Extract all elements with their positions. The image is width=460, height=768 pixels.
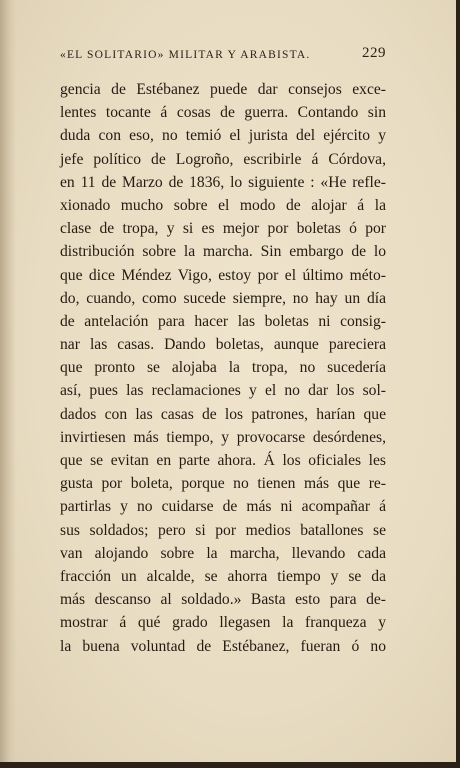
page-right-edge (456, 0, 460, 768)
text-line: que se evitan en parte ahora. Á los oficiales les (60, 452, 386, 469)
text-line: jefe político de Logroño, escribirle á Córdova, (60, 150, 386, 168)
text-line: gencia de Estébanez puede dar consejos exce- (60, 81, 386, 98)
text-line: así, pues las reclamaciones y el no dar los sol- (60, 382, 386, 400)
running-head: «EL SOLITARIO» MILITAR Y ARABISTA. (60, 49, 311, 61)
text-line: fracción un alcalde, se ahorra tiempo y se da (60, 567, 386, 585)
text-line: do, cuando, como sucede siempre, no hay un día (60, 289, 386, 307)
text-line: más descanso al soldado.» Basta esto para de- (60, 591, 386, 609)
text-line: sus soldados; pero si por medios batallones se (60, 521, 386, 539)
text-line: van alojando sobre la marcha, llevando cada (60, 544, 386, 562)
text-line: distribución sobre la marcha. Sin embargo de lo (60, 243, 386, 261)
page-number: 229 (362, 45, 386, 61)
text-line: mostrar á qué grado llegasen la franqueza y (60, 614, 386, 632)
page-header (60, 45, 386, 69)
body-text (60, 78, 386, 658)
text-line: gusta por boleta, porque no tienen más que re- (60, 475, 386, 493)
text-line: clase de tropa, y si es mejor por boletas ó por (60, 220, 386, 238)
text-line: partirlas y no cuidarse de más ni acompañar á (60, 498, 386, 516)
text-line: que dice Méndez Vigo, estoy por el último méto- (60, 266, 386, 284)
text-line: invirtiesen más tiempo, y provocarse desórdenes, (60, 428, 386, 446)
text-line: lentes tocante á cosas de guerra. Contando sin (60, 104, 386, 122)
text-line: que pronto se alojaba la tropa, no sucedería (60, 359, 386, 377)
text-line: xionado mucho sobre el modo de alojar á la (60, 196, 386, 214)
page-bottom-edge (0, 762, 460, 768)
text-line: duda con eso, no temió el jurista del ejército y (60, 127, 386, 145)
text-line: en 11 de Marzo de 1836, lo siguiente : «He refle- (60, 173, 386, 191)
page-gutter-shadow (0, 0, 16, 768)
text-line: dados con las casas de los patrones, harían que (60, 405, 386, 423)
text-line: de antelación para hacer las boletas ni consig- (60, 312, 386, 330)
text-line: nar las casas. Dando boletas, aunque pareciera (60, 336, 386, 354)
text-line: la buena voluntad de Estébanez, fueran ó no (60, 637, 386, 655)
